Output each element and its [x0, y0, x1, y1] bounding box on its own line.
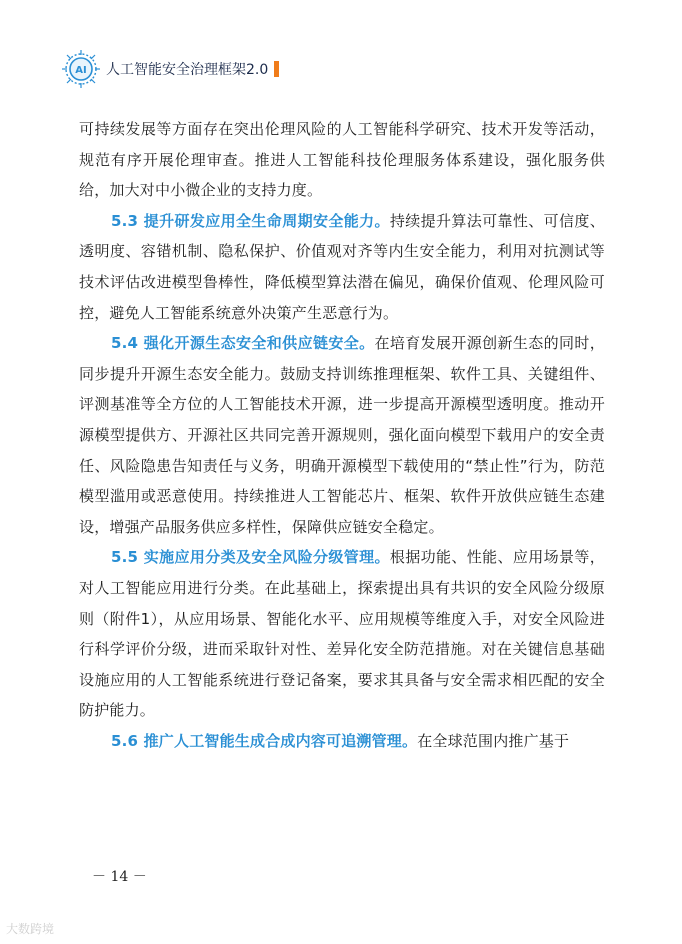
document-header: [60, 46, 279, 92]
logo-text: AI: [75, 65, 87, 76]
paragraph-continuation: [79, 114, 605, 206]
watermark: 大数跨境: [6, 922, 55, 936]
paragraph-text: 持续提升算法可靠性、可信度、透明度、容错机制、隐私保护、价值观对齐等内生安全能力，利用对抗测试等技术评估改进模型鲁棒性，降低模型算法潜在偏见，确保价值观、伦理风险可控，避免人工智能系统意外决策产生恶意行为。: [79, 211, 605, 322]
paragraph-text: 在全球范围内推广基于: [417, 731, 570, 750]
paragraph-text: 在培育发展开源创新生态的同时，同步提升开源生态安全能力。鼓励支持训练推理框架、软件工具、关键组件、评测基准等全方位的人工智能技术开源，进一步提高开源模型透明度。推动开源模型提供方、开源社区共同完善开源规则，强化面向模型下载用户的安全责任、风险隐患告知责任与义务，明确开源模型下载使用的“禁止性”行为，防范模型滥用或恶意使用。持续推进人工智能芯片、框架、软件开放供应链生态建设，增强产品服务供应多样性，保障供应链安全稳定。: [79, 334, 605, 536]
section-heading-5-5: 5.5 实施应用分类及安全风险分级管理。: [111, 548, 390, 567]
section-heading-5-6: 5.6 推广人工智能生成合成内容可追溯管理。: [111, 731, 418, 750]
section-heading-5-4: 5.4 强化开源生态安全和供应链安全。: [111, 334, 375, 353]
page-number: － 14 －: [92, 869, 147, 885]
ai-logo-icon: [60, 48, 102, 90]
document-body: [79, 114, 605, 756]
paragraph-5-4: [79, 328, 605, 542]
section-heading-5-3: 5.3 提升研发应用全生命周期安全能力。: [111, 211, 390, 230]
paragraph-5-6: [79, 726, 605, 757]
header-title: 人工智能安全治理框架2.0: [106, 62, 269, 78]
paragraph-text: 可持续发展等方面存在突出伦理风险的人工智能科学研究、技术开发等活动，规范有序开展伦理审查。推进人工智能科技伦理服务体系建设，强化服务供给，加大对中小微企业的支持力度。: [79, 120, 605, 200]
paragraph-5-3: [79, 206, 605, 328]
header-accent-bar: [274, 61, 279, 77]
paragraph-5-5: [79, 542, 605, 726]
paragraph-text: 根据功能、性能、应用场景等，对人工智能应用进行分类。在此基础上，探索提出具有共识的安全风险分级原则（附件1），从应用场景、智能化水平、应用规模等维度入手，对安全风险进行科学评价分级，进而采取针对性、差异化安全防范措施。对在关键信息基础设施应用的人工智能系统进行登记备案，要求其具备与安全需求相匹配的安全防护能力。: [79, 548, 605, 720]
